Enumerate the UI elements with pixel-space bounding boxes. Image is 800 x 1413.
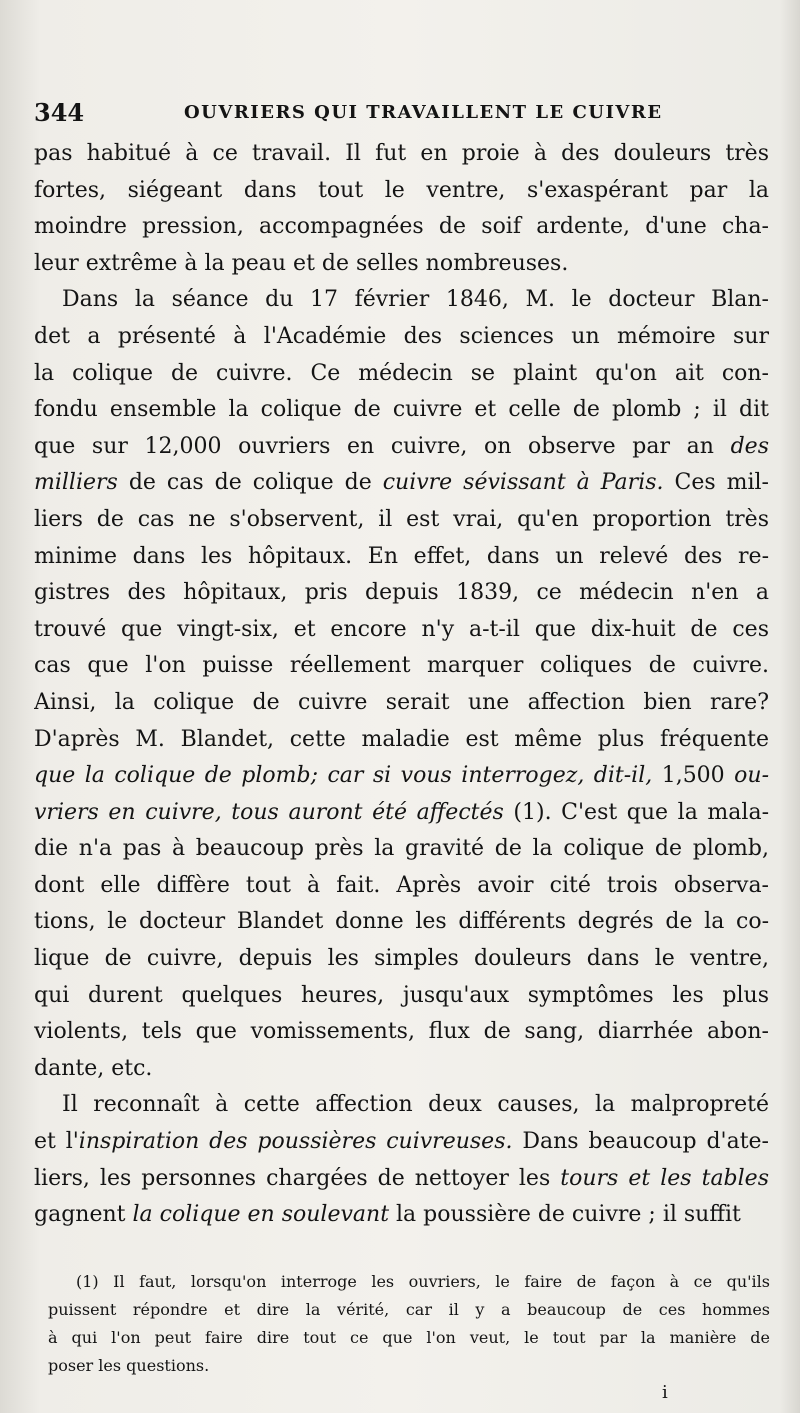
- text-line: [34, 758, 769, 795]
- text-segment: die n'a pas à beaucoup près la gravité de la colique de plomb,: [34, 836, 769, 862]
- text-line: [34, 1161, 769, 1198]
- text-segment: Il reconnaît à cette affection deux causes, la malpropreté: [62, 1092, 769, 1118]
- text-segment: de cas de colique de: [117, 470, 383, 496]
- italic-segment: vriers en cuivre, tous auront été affectés: [34, 799, 504, 825]
- text-line: [34, 1197, 769, 1234]
- text-segment: tions, le docteur Blandet donne les différents degrés de la co-: [34, 909, 769, 935]
- text-line: [34, 612, 769, 649]
- text-segment: fortes, siégeant dans tout le ventre, s'exaspérant par la: [34, 177, 769, 203]
- text-segment: violents, tels que vomissements, flux de sang, diarrhée abon-: [34, 1019, 769, 1045]
- footnote-line: puissent répondre et dire la vérité, car il y a beaucoup de ces hommes: [48, 1300, 770, 1319]
- text-segment: gagnent: [34, 1202, 133, 1228]
- italic-segment: ou-: [734, 763, 769, 789]
- text-line: [34, 685, 769, 722]
- text-line: [34, 941, 769, 978]
- text-line: [34, 648, 769, 685]
- text-line: [34, 465, 769, 502]
- signature-mark: i: [662, 1382, 668, 1403]
- text-segment: dante, etc.: [34, 1055, 153, 1081]
- text-segment: Ces mil-: [663, 470, 769, 496]
- text-line: [34, 868, 769, 905]
- italic-segment: que la colique de plomb; car si vous interrogez, dit-il,: [34, 763, 653, 789]
- text-line: [34, 1087, 769, 1124]
- text-line: [34, 502, 769, 539]
- text-line: [34, 575, 769, 612]
- italic-segment: la colique en soulevant: [132, 1202, 390, 1228]
- text-segment: 1,500: [652, 763, 735, 789]
- text-segment: qui durent quelques heures, jusqu'aux symptômes les plus: [34, 982, 769, 1008]
- text-line: [34, 1124, 769, 1161]
- text-segment: dont elle diffère tout à fait. Après avoir cité trois observa-: [34, 872, 769, 898]
- text-line: [34, 1051, 769, 1088]
- text-line: [34, 209, 769, 246]
- text-segment: fondu ensemble la colique de cuivre et celle de plomb ; il dit: [34, 397, 769, 423]
- footnotes: [48, 1268, 770, 1380]
- text-segment: leur extrême à la peau et de selles nombreuses.: [34, 250, 569, 276]
- text-segment: minime dans les hôpitaux. En effet, dans un relevé des re-: [34, 543, 769, 569]
- text-segment: la poussière de cuivre ; il suffit: [389, 1202, 741, 1228]
- text-segment: que sur 12,000 ouvriers en cuivre, on observe par an: [34, 433, 731, 459]
- text-line: [34, 1014, 769, 1051]
- text-segment: det a présenté à l'Académie des sciences un mémoire sur: [34, 323, 769, 349]
- text-segment: liers, les personnes chargées de nettoyer les: [34, 1165, 561, 1191]
- text-line: [34, 429, 769, 466]
- text-line: [34, 722, 769, 759]
- text-line: [34, 356, 769, 393]
- footnote-line: poser les questions.: [48, 1356, 210, 1375]
- text-line: [34, 539, 769, 576]
- text-segment: Dans beaucoup d'ate-: [512, 1129, 769, 1155]
- text-segment: moindre pression, accompagnées de soif ardente, d'une cha-: [34, 214, 769, 240]
- italic-segment: inspiration des poussières cuivreuses.: [78, 1129, 513, 1155]
- text-segment: gistres des hôpitaux, pris depuis 1839, ce médecin n'en a: [34, 580, 769, 606]
- text-line: [34, 978, 769, 1015]
- text-line: [34, 904, 769, 941]
- text-line: [34, 282, 769, 319]
- text-segment: (1). C'est que la mala-: [503, 799, 769, 825]
- text-segment: pas habitué à ce travail. Il fut en proie à des douleurs très: [34, 141, 769, 166]
- page-header: [34, 98, 774, 128]
- text-line: [34, 392, 769, 429]
- text-segment: Dans la séance du 17 février 1846, M. le docteur Blan-: [62, 287, 769, 313]
- text-line: [34, 795, 769, 832]
- italic-segment: cuivre sévissant à Paris.: [382, 470, 664, 496]
- text-segment: et l': [34, 1129, 79, 1155]
- footnote-line: à qui l'on peut faire dire tout ce que l'on veut, le tout par la manière de: [48, 1328, 770, 1347]
- text-segment: D'après M. Blandet, cette maladie est même plus fréquente: [34, 726, 769, 752]
- text-segment: liers de cas ne s'observent, il est vrai, qu'en proportion très: [34, 506, 769, 532]
- body-text: [34, 136, 769, 1234]
- footnote-line: (1) Il faut, lorsqu'on interroge les ouvriers, le faire de façon à ce qu'ils: [76, 1272, 770, 1291]
- italic-segment: tours et les tables: [560, 1165, 769, 1191]
- text-segment: Ainsi, la colique de cuivre serait une affection bien rare?: [34, 689, 769, 715]
- text-segment: trouvé que vingt-six, et encore n'y a-t-il que dix-huit de ces: [34, 616, 769, 642]
- text-line: [34, 136, 769, 173]
- text-line: [34, 173, 769, 210]
- text-segment: cas que l'on puisse réellement marquer coliques de cuivre.: [34, 653, 769, 679]
- running-head: OUVRIERS QUI TRAVAILLENT LE CUIVRE: [184, 102, 663, 123]
- text-segment: lique de cuivre, depuis les simples douleurs dans le ventre,: [34, 946, 769, 972]
- text-line: [34, 831, 769, 868]
- italic-segment: des: [730, 433, 769, 459]
- text-line: [34, 246, 769, 283]
- page-number: 344: [34, 98, 85, 127]
- italic-segment: milliers: [34, 470, 118, 496]
- text-line: [34, 319, 769, 356]
- text-segment: la colique de cuivre. Ce médecin se plaint qu'on ait con-: [34, 360, 769, 386]
